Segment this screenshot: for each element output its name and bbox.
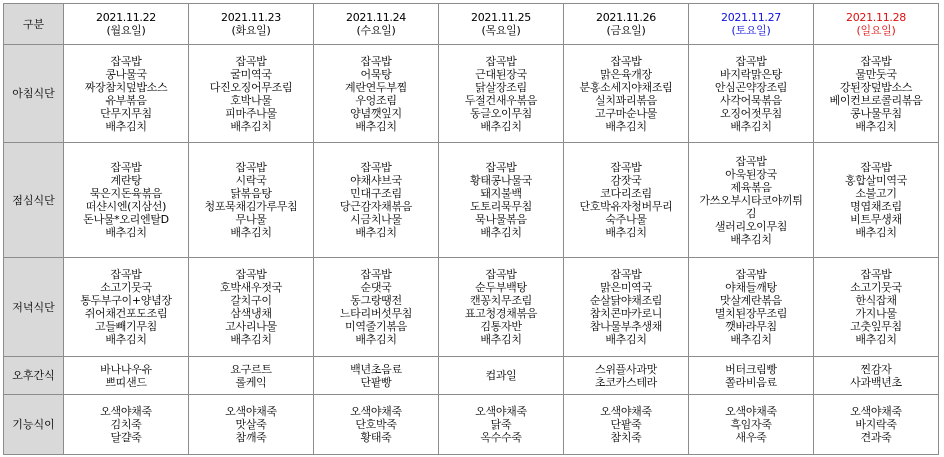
meal-label: 저녁식단 [4,258,64,357]
menu-item: 분홍소세지야채조림 [579,80,673,94]
day-header [689,4,814,45]
menu-cell [189,357,314,395]
menu-item: 배추김치 [230,226,272,239]
menu-item: 묵은지돈육볶음 [89,187,163,200]
menu-item: 한식잡채 [855,294,897,307]
menu-item: 쁘띠샌드 [105,375,147,389]
menu-item: 배추김치 [855,226,897,239]
meal-row [4,357,939,395]
day-date: 2021.11.28 [846,11,906,24]
day-date: 2021.11.25 [471,11,531,24]
menu-item: 고춧잎무침 [850,320,902,333]
menu-item: 오색야채죽 [225,405,277,418]
menu-item: 배추김치 [730,119,772,133]
menu-item: 동글오이무침 [470,106,532,120]
menu-item: 삼색냉채 [230,307,272,320]
menu-item: 샐러리오이무침 [714,219,788,233]
menu-item: 잡곡밥 [735,268,767,281]
menu-item: 배추김치 [230,333,272,346]
header-label: 구분 [4,4,64,45]
menu-item: 참치죽 [610,431,642,444]
menu-item: 표고청경채볶음 [464,307,538,320]
meal-row [4,258,939,357]
menu-item: 버터크림빵 [725,362,777,376]
menu-item: 잡곡밥 [610,161,642,174]
menu-item: 맛살죽 [235,418,267,431]
menu-item: 비트무생채 [850,213,902,226]
meal-row [4,395,939,455]
menu-item: 통두부구이+양념장 [80,294,172,307]
day-header [814,4,939,45]
menu-item: 배추김치 [480,119,522,133]
menu-item: 황태죽 [360,431,392,444]
menu-item: 야채샤브국 [350,174,402,187]
menu-item: 가쓰오부시타코야끼튀 [699,193,803,207]
menu-item: 당근감자채볶음 [339,200,413,213]
menu-cell [814,143,939,258]
menu-item: 배추김치 [230,119,272,133]
menu-item: 사각어묵볶음 [720,93,782,107]
menu-item: 배추김치 [855,333,897,346]
menu-item: 깻바라무침 [725,320,777,333]
menu-item: 쫄라비음료 [725,375,777,389]
day-weekday: (토요일) [731,24,771,37]
menu-item: 배추김치 [105,226,147,239]
menu-item: 닭볶음탕 [230,187,272,200]
menu-item: 순살닭야채조림 [589,294,663,307]
menu-item: 스위플사과맛 [595,362,657,376]
menu-cell [564,395,689,455]
day-weekday: (화요일) [231,24,271,37]
day-header [189,4,314,45]
menu-item: 쥐어채건포도조림 [84,307,168,320]
menu-item: 배추김치 [355,119,397,133]
day-weekday: (수요일) [356,24,396,37]
meal-label: 오후간식 [4,357,64,395]
menu-cell [314,143,439,258]
menu-item: 시금치나물 [350,213,402,226]
menu-item: 캔꽁치무조림 [470,294,532,307]
menu-item: 단무지무침 [100,106,152,120]
menu-cell [64,357,189,395]
menu-cell [189,395,314,455]
menu-item: 돈나물*오리엔탈D [83,213,169,226]
menu-item: 견과죽 [860,431,892,444]
day-header [64,4,189,45]
menu-item: 잡곡밥 [235,54,267,68]
menu-cell [689,357,814,395]
menu-item: 잡곡밥 [860,161,892,174]
menu-item: 계란연두부찜 [345,80,407,94]
menu-item: 잡곡밥 [235,268,267,281]
menu-item: 다진오징어무조림 [209,80,293,94]
menu-cell [564,45,689,143]
menu-item: 요구르트 [230,362,272,376]
menu-item: 숙주나물 [605,213,647,226]
menu-item: 근대된장국 [475,67,527,81]
day-date: 2021.11.23 [221,11,281,24]
menu-item: 잡곡밥 [860,268,892,281]
menu-cell [314,357,439,395]
menu-item: 가지나물 [855,307,897,320]
menu-cell [689,143,814,258]
menu-cell [64,143,189,258]
menu-item: 오색야채죽 [100,405,152,418]
menu-item: 청포묵채김가루무침 [204,200,298,213]
menu-item: 참깨죽 [235,431,267,444]
menu-body [4,45,939,455]
menu-cell [439,45,564,143]
menu-item: 피마주나물 [225,106,277,120]
menu-item: 순두부백탕 [475,281,527,294]
menu-item: 바나나우유 [100,362,152,376]
day-header [439,4,564,45]
menu-item: 잡곡밥 [110,54,142,68]
menu-item: 도토리묵무침 [470,200,532,213]
menu-item: 콩나물국 [105,67,147,81]
day-date: 2021.11.27 [721,11,781,24]
menu-item: 잡곡밥 [485,161,517,174]
menu-item: 소고기뭇국 [100,281,152,294]
menu-item: 잡곡밥 [110,161,142,174]
day-header [314,4,439,45]
menu-cell [814,395,939,455]
menu-item: 배추김치 [480,333,522,346]
menu-item: 소불고기 [855,187,897,200]
menu-item: 옥수수죽 [480,431,522,444]
menu-item: 배추김치 [730,333,772,346]
menu-item: 아욱된장국 [725,167,777,181]
menu-item: 오징어젓무침 [720,106,782,120]
menu-item: 배추김치 [355,226,397,239]
menu-cell [689,258,814,357]
menu-item: 갈치구이 [230,294,272,307]
menu-cell [189,45,314,143]
menu-item: 물만둣국 [855,67,897,81]
menu-item: 잡곡밥 [485,268,517,281]
menu-item: 유부볶음 [105,93,147,107]
menu-item: 찐감자 [860,362,892,376]
meal-label: 기능식이 [4,395,64,455]
menu-item: 잡곡밥 [360,54,392,68]
menu-item: 우엉조림 [355,93,397,107]
menu-item: 닭죽 [490,418,512,431]
menu-item: 김치죽 [110,418,142,431]
menu-item: 잡곡밥 [610,54,642,68]
header-row [4,4,939,45]
menu-item: 단팥죽 [610,418,642,431]
menu-item: 잡곡밥 [110,268,142,281]
menu-cell [189,258,314,357]
menu-cell [64,395,189,455]
meal-row [4,143,939,258]
menu-cell [439,258,564,357]
menu-item: 두절건새우볶음 [464,93,538,107]
menu-item: 굴미역국 [230,67,272,81]
menu-item: 맛살계란볶음 [720,294,782,307]
menu-item: 베이컨브로콜리볶음 [829,93,923,107]
menu-item: 단호박죽 [355,418,397,431]
menu-item: 배추김치 [105,119,147,133]
menu-item: 롤케익 [235,375,267,389]
menu-item: 미역줄기볶음 [345,320,407,333]
menu-item: 코다리조림 [600,187,652,200]
menu-item: 단팥빵 [360,375,392,389]
menu-item: 감잣국 [610,174,642,187]
menu-cell [814,45,939,143]
day-weekday: (월요일) [106,24,146,37]
menu-item: 어묵탕 [360,67,392,81]
menu-item: 백년초음료 [350,362,402,376]
day-weekday: (일요일) [856,24,896,37]
day-date: 2021.11.24 [346,11,406,24]
menu-item: 오색야채죽 [850,405,902,418]
menu-item: 배추김치 [855,119,897,133]
menu-cell [814,357,939,395]
menu-cell [689,395,814,455]
menu-item: 김 [745,206,757,220]
menu-item: 잡곡밥 [735,154,767,168]
menu-item: 배추김치 [605,119,647,133]
menu-item: 고들빼기무침 [95,320,157,333]
day-date: 2021.11.22 [96,11,156,24]
menu-item: 안심곤약장조림 [714,80,788,94]
menu-cell [314,258,439,357]
menu-item: 흑임자죽 [730,418,772,431]
menu-cell [689,45,814,143]
menu-cell [64,45,189,143]
menu-item: 고사리나물 [225,320,277,333]
menu-item: 소고기뭇국 [850,281,902,294]
menu-item: 잡곡밥 [610,268,642,281]
menu-item: 맑은육개장 [600,67,652,81]
menu-item: 잡곡밥 [860,54,892,68]
menu-item: 떠샨시엔(지삼선) [85,200,167,213]
menu-item: 고구마순나물 [595,106,657,120]
menu-item: 민대구조림 [350,187,402,200]
menu-item: 명엽채조림 [850,200,902,213]
menu-item: 잡곡밥 [735,54,767,68]
menu-item: 닭살장조림 [475,80,527,94]
meal-label: 점심식단 [4,143,64,258]
menu-item: 무나물 [235,213,267,226]
menu-item: 배추김치 [480,226,522,239]
menu-item: 배추김치 [730,232,772,246]
menu-item: 초코카스테라 [595,375,657,389]
menu-item: 짜장참치덮밥소스 [84,80,168,94]
menu-item: 참치콘마카로니 [589,307,663,320]
menu-item: 황태콩나물국 [470,174,532,187]
menu-item: 바지락맑은탕 [720,67,782,81]
menu-cell [814,258,939,357]
menu-item: 배추김치 [355,333,397,346]
day-date: 2021.11.26 [596,11,656,24]
menu-item: 오색야채죽 [725,405,777,418]
menu-item: 콩나물무침 [850,106,902,120]
menu-item: 양념깻잎지 [350,106,402,120]
menu-item: 컵과일 [485,369,517,382]
menu-cell [314,45,439,143]
menu-item: 실치꽈리볶음 [595,93,657,107]
menu-item: 달걀죽 [110,431,142,444]
menu-item: 돼지불백 [480,187,522,200]
menu-item: 묵나물볶음 [475,213,527,226]
menu-item: 배추김치 [105,333,147,346]
menu-item: 잡곡밥 [360,268,392,281]
menu-cell [189,143,314,258]
menu-cell [564,357,689,395]
menu-item: 배추김치 [605,333,647,346]
menu-cell [564,258,689,357]
menu-cell [564,143,689,258]
menu-item: 잡곡밥 [235,161,267,174]
weekly-menu-table [3,3,939,455]
menu-item: 잡곡밥 [485,54,517,68]
menu-item: 맑은미역국 [600,281,652,294]
menu-item: 계란탕 [110,174,142,187]
menu-item: 순댓국 [360,281,392,294]
menu-item: 시락국 [235,174,267,187]
menu-item: 참나물부추생채 [589,320,663,333]
menu-item: 멸치된장무조림 [714,307,788,320]
meal-label: 아침식단 [4,45,64,143]
menu-item: 동그랑땡전 [350,294,402,307]
menu-cell [64,258,189,357]
menu-item: 사과백년초 [850,375,902,389]
menu-item: 느타리버섯무침 [339,307,413,320]
day-header [564,4,689,45]
menu-item: 잡곡밥 [360,161,392,174]
menu-item: 홍합살미역국 [845,174,907,187]
menu-item: 야채들깨탕 [725,281,777,294]
menu-cell [439,395,564,455]
menu-item: 새우죽 [735,431,767,444]
meal-row [4,45,939,143]
menu-item: 강된장덮밥소스 [839,80,913,94]
menu-cell [314,395,439,455]
day-weekday: (금요일) [606,24,646,37]
menu-item: 김통자반 [480,320,522,333]
menu-cell [439,143,564,258]
menu-item: 단호박유자청버무리 [579,200,673,213]
menu-item: 호박새우젓국 [220,281,282,294]
menu-item: 오색야채죽 [350,405,402,418]
menu-cell [439,357,564,395]
menu-item: 배추김치 [605,226,647,239]
menu-item: 호박나물 [230,93,272,107]
menu-item: 바지락죽 [855,418,897,431]
menu-item: 제육볶음 [730,180,772,194]
menu-item: 오색야채죽 [475,405,527,418]
menu-item: 오색야채죽 [600,405,652,418]
day-weekday: (목요일) [481,24,521,37]
